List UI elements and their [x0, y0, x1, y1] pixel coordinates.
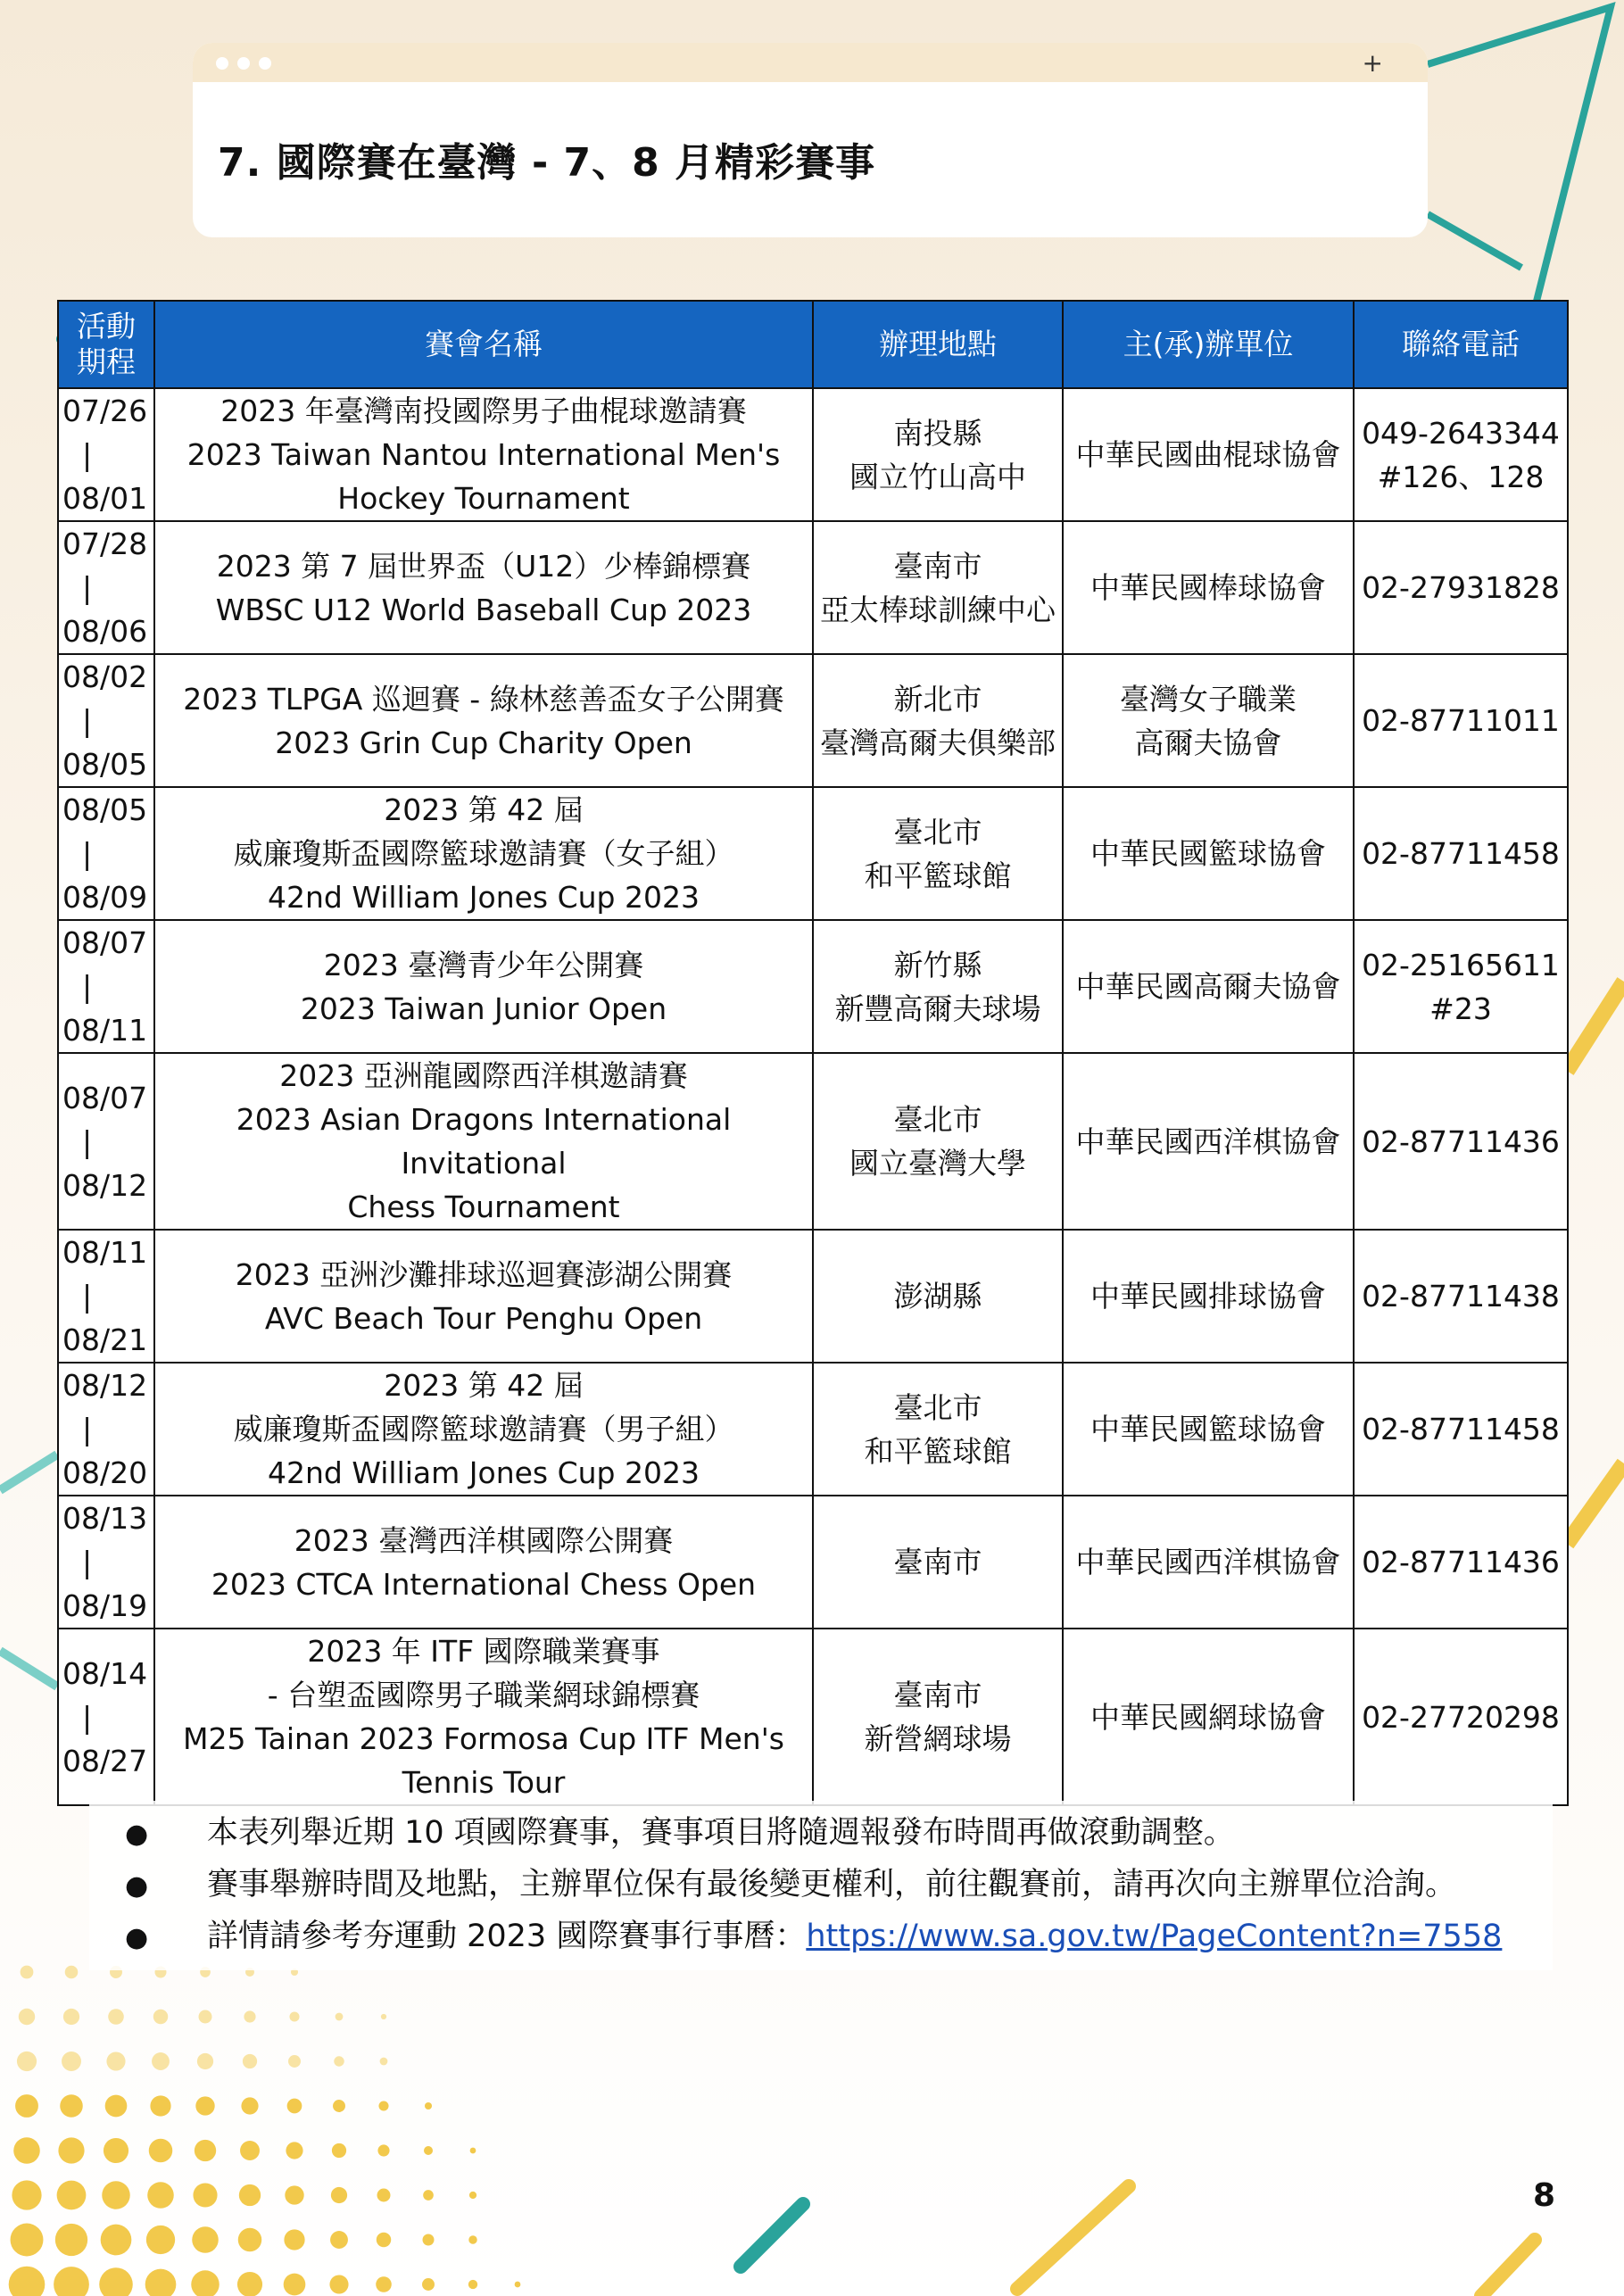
decorative-dot	[146, 2226, 175, 2254]
decorative-dot	[377, 2233, 391, 2247]
decorative-dot	[147, 2182, 174, 2209]
decorative-dot	[241, 2097, 258, 2114]
header-date-label: 活動期程	[77, 309, 136, 379]
cell-phone	[1354, 1230, 1568, 1363]
bullet-icon: ●	[125, 1922, 149, 1953]
event-name-line: 2023 第 7 屆世界盃（U12）少棒錦標賽	[216, 548, 751, 584]
phone-line: 02-87711011	[1362, 703, 1560, 738]
decorative-dot	[199, 2010, 212, 2024]
phone-line: 02-25165611	[1362, 947, 1560, 982]
event-name-line: 2023 年 ITF 國際職業賽事	[307, 1634, 660, 1669]
event-name-line: 2023 Taiwan Nantou International Men's	[186, 437, 781, 472]
window-dots	[216, 57, 271, 70]
cell-phone	[1354, 654, 1568, 787]
cell-date	[58, 920, 154, 1053]
table-row	[58, 787, 1568, 920]
date-start: 08/05	[62, 792, 148, 827]
date-separator: |	[82, 969, 93, 1004]
cell-phone	[1354, 388, 1568, 521]
decorative-dot	[284, 2274, 306, 2296]
cell-event-name	[154, 920, 813, 1053]
teal-swoosh-line	[0, 1651, 57, 1687]
event-name-line: 2023 CTCA International Chess Open	[211, 1566, 757, 1602]
cell-phone	[1354, 1496, 1568, 1629]
decorative-dot	[422, 2278, 435, 2291]
yellow-accent-line	[1567, 1463, 1624, 1544]
venue-line: 國立臺灣大學	[849, 1146, 1026, 1181]
table-row	[58, 388, 1568, 521]
teal-slash	[741, 2204, 803, 2267]
header-venue: 辦理地點	[813, 301, 1063, 388]
decorative-dot	[424, 2146, 433, 2155]
date-separator: |	[82, 1699, 93, 1735]
decorative-dot	[19, 2009, 35, 2025]
decorative-dot	[289, 2011, 299, 2021]
decorative-dot	[380, 2058, 388, 2066]
yellow-accent-line	[1567, 982, 1624, 1071]
yellow-slash	[1017, 2186, 1129, 2289]
date-separator: |	[82, 1123, 93, 1159]
decorative-dot	[423, 2234, 435, 2246]
decorative-dot	[191, 2270, 219, 2296]
decorative-dot	[57, 2181, 87, 2210]
decorative-dot	[469, 2192, 476, 2199]
cell-organizer	[1063, 787, 1354, 920]
venue-line: 澎湖縣	[893, 1279, 982, 1314]
cell-event-name	[154, 521, 813, 654]
decorative-dot	[153, 2010, 168, 2024]
venue-line: 國立竹山高中	[849, 459, 1026, 494]
date-start: 08/11	[62, 1235, 148, 1270]
organizer-line: 中華民國排球協會	[1090, 1279, 1326, 1314]
phone-line: #23	[1429, 991, 1492, 1026]
decorative-dot	[17, 2051, 37, 2071]
decorative-dot	[65, 1966, 79, 1979]
date-start: 08/07	[62, 925, 148, 960]
decorative-dot	[288, 2055, 301, 2068]
decorative-dot	[197, 2053, 213, 2069]
decorative-dot	[287, 2099, 302, 2114]
decorative-dot	[240, 2141, 260, 2160]
organizer-line: 中華民國籃球協會	[1090, 1412, 1326, 1446]
cell-event-name	[154, 1363, 813, 1496]
organizer-line: 中華民國網球協會	[1090, 1699, 1326, 1735]
event-name-line: 2023 亞洲沙灘排球巡迴賽澎湖公開賽	[235, 1256, 733, 1292]
date-start: 08/12	[62, 1368, 148, 1403]
table-body	[58, 388, 1568, 1805]
event-name-line: 威廉瓊斯盃國際籃球邀請賽（女子組）	[233, 836, 734, 871]
cell-event-name	[154, 1629, 813, 1805]
cell-date	[58, 1363, 154, 1496]
header-date	[58, 301, 154, 388]
decorative-dot	[150, 2095, 170, 2116]
phone-line: #126、128	[1377, 459, 1545, 494]
cell-date	[58, 388, 154, 521]
decorative-dot	[15, 2094, 38, 2118]
phone-line: 02-87711438	[1362, 1279, 1560, 1314]
date-end: 08/27	[62, 1743, 148, 1778]
date-start: 08/14	[62, 1655, 148, 1691]
decorative-dot	[239, 2184, 261, 2206]
decorative-dot	[285, 2185, 303, 2204]
cell-venue	[813, 787, 1063, 920]
venue-line: 臺灣高爾夫俱樂部	[820, 725, 1056, 760]
date-end: 08/20	[62, 1455, 148, 1490]
phone-line: 02-87711436	[1362, 1123, 1560, 1159]
date-start: 08/07	[62, 1080, 148, 1115]
venue-line: 臺北市	[893, 1389, 982, 1425]
decorative-dot	[238, 2228, 261, 2251]
page-number: 8	[1533, 2177, 1556, 2214]
cell-event-name	[154, 388, 813, 521]
calendar-link[interactable]: https://www.sa.gov.tw/PageContent?n=7558	[806, 1919, 1503, 1954]
decorative-dot	[333, 2100, 345, 2112]
decorative-dot	[470, 2148, 476, 2154]
cell-phone	[1354, 787, 1568, 920]
date-separator: |	[82, 1279, 93, 1314]
cell-date	[58, 1496, 154, 1629]
phone-line: 02-87711458	[1362, 1412, 1560, 1446]
header-organizer: 主(承)辦單位	[1063, 301, 1354, 388]
decorative-dot	[9, 2267, 46, 2296]
organizer-line: 高爾夫協會	[1134, 725, 1282, 760]
decorative-dot	[329, 2275, 348, 2293]
cell-phone	[1354, 1629, 1568, 1805]
date-end: 08/09	[62, 880, 148, 915]
decorative-dot	[376, 2276, 392, 2292]
date-end: 08/21	[62, 1322, 148, 1357]
plus-icon: +	[1362, 48, 1383, 78]
venue-line: 臺北市	[893, 814, 982, 850]
cell-date	[58, 654, 154, 787]
decorative-dot	[330, 2231, 348, 2249]
yellow-dot-pattern	[5, 1966, 521, 2296]
venue-line: 臺南市	[893, 1678, 982, 1712]
event-name-line: 2023 第 42 屆	[384, 792, 584, 827]
cell-event-name	[154, 1496, 813, 1629]
teal-swoosh-line	[0, 1455, 57, 1490]
event-name-line: 2023 亞洲龍國際西洋棋邀請賽	[279, 1058, 688, 1093]
date-end: 08/05	[62, 747, 148, 782]
notes-list	[89, 1801, 1553, 1970]
cell-phone	[1354, 1053, 1568, 1230]
date-separator: |	[82, 1545, 93, 1579]
cell-organizer	[1063, 1053, 1354, 1230]
decorative-dot	[193, 2183, 217, 2207]
cell-date	[58, 1629, 154, 1805]
date-separator: |	[82, 836, 93, 871]
venue-line: 新北市	[893, 681, 982, 717]
venue-line: 臺南市	[893, 548, 982, 584]
cell-venue	[813, 1629, 1063, 1805]
decorative-dot	[54, 2267, 89, 2296]
cell-organizer	[1063, 388, 1354, 521]
decorative-dot	[195, 2140, 216, 2161]
decorative-dot	[237, 2272, 262, 2296]
venue-line: 和平籃球館	[864, 1433, 1012, 1469]
cell-organizer	[1063, 1496, 1354, 1629]
decorative-dot	[244, 2010, 255, 2022]
cell-venue	[813, 1053, 1063, 1230]
date-end: 08/11	[62, 1013, 148, 1048]
decorative-dot	[101, 2225, 132, 2256]
decorative-dot	[55, 2224, 87, 2256]
table-row	[58, 1363, 1568, 1496]
cell-date	[58, 1053, 154, 1230]
cell-venue	[813, 1496, 1063, 1629]
decorative-dot	[149, 2139, 172, 2162]
table-row	[58, 1230, 1568, 1363]
decorative-dot	[11, 2224, 44, 2257]
event-name-line: M25 Tainan 2023 Formosa Cup ITF Men's	[183, 1721, 784, 1756]
date-end: 08/19	[62, 1588, 148, 1623]
decorative-dot	[63, 2009, 79, 2025]
date-separator: |	[82, 570, 93, 605]
event-name-line: 2023 臺灣西洋棋國際公開賽	[294, 1522, 674, 1558]
cell-venue	[813, 654, 1063, 787]
phone-line: 049-2643344	[1362, 415, 1560, 451]
decorative-dot	[515, 2282, 521, 2288]
decorative-dot	[331, 2187, 347, 2203]
note-text: 詳情請參考夯運動 2023 國際賽事行事曆：	[207, 1919, 807, 1954]
decorative-dot	[99, 2267, 133, 2296]
bullet-icon: ●	[125, 1870, 149, 1902]
window-bar	[193, 43, 1428, 82]
decorative-dot	[468, 2235, 476, 2243]
note-item	[107, 1860, 1535, 1911]
cell-venue	[813, 521, 1063, 654]
decorative-dot	[336, 2013, 344, 2021]
organizer-line: 中華民國高爾夫協會	[1075, 969, 1341, 1004]
event-name-line: - 台塑盃國際男子職業網球錦標賽	[267, 1678, 700, 1712]
table-row	[58, 1496, 1568, 1629]
section-title: 7. 國際賽在臺灣 - 7、8 月精彩賽事	[218, 140, 876, 186]
date-end: 08/06	[62, 614, 148, 649]
cell-organizer	[1063, 1230, 1354, 1363]
phone-line: 02-87711436	[1362, 1545, 1560, 1579]
table-row	[58, 654, 1568, 787]
yellow-slash	[1481, 2240, 1535, 2296]
organizer-line: 臺灣女子職業	[1120, 681, 1297, 717]
decorative-dot	[60, 2094, 83, 2118]
organizer-line: 中華民國西洋棋協會	[1075, 1123, 1341, 1159]
cell-organizer	[1063, 521, 1354, 654]
cell-phone	[1354, 920, 1568, 1053]
decorative-dot	[377, 2144, 389, 2156]
decorative-dot	[13, 2137, 40, 2164]
event-name-line: 2023 Grin Cup Charity Open	[275, 725, 692, 760]
event-name-line: WBSC U12 World Baseball Cup 2023	[215, 592, 752, 627]
decorative-dot	[62, 2051, 81, 2071]
events-table	[57, 300, 1569, 1806]
phone-line: 02-87711458	[1362, 836, 1560, 871]
event-name-line: Tennis Tour	[402, 1765, 566, 1800]
decorative-dot	[192, 2226, 219, 2253]
cell-venue	[813, 1230, 1063, 1363]
table-row	[58, 1629, 1568, 1805]
cell-phone	[1354, 1363, 1568, 1496]
cell-event-name	[154, 1053, 813, 1230]
cell-phone	[1354, 521, 1568, 654]
decorative-dot	[243, 2054, 257, 2068]
note-item	[107, 1808, 1535, 1860]
table-row	[58, 1053, 1568, 1230]
date-separator: |	[82, 703, 93, 738]
cell-venue	[813, 388, 1063, 521]
decorative-dot	[284, 2229, 304, 2250]
decorative-dot	[195, 2096, 214, 2115]
phone-line: 02-27931828	[1362, 570, 1560, 605]
cell-date	[58, 787, 154, 920]
venue-line: 臺北市	[893, 1102, 982, 1137]
phone-line: 02-27720298	[1362, 1699, 1560, 1735]
event-name-line: 2023 第 42 屆	[384, 1368, 584, 1403]
cell-organizer	[1063, 654, 1354, 787]
date-start: 07/28	[62, 526, 148, 561]
organizer-line: 中華民國曲棍球協會	[1075, 437, 1341, 472]
event-name-line: Hockey Tournament	[337, 481, 630, 516]
venue-line: 新豐高爾夫球場	[834, 991, 1041, 1026]
event-name-line: Chess Tournament	[347, 1189, 620, 1224]
date-start: 08/13	[62, 1501, 148, 1536]
decorative-dot	[12, 2180, 41, 2209]
event-name-line: 2023 Asian Dragons International Invitational	[236, 1102, 732, 1181]
event-name-line: AVC Beach Tour Penghu Open	[264, 1300, 703, 1336]
cell-organizer	[1063, 1629, 1354, 1805]
date-start: 08/02	[62, 659, 148, 694]
event-name-line: 42nd William Jones Cup 2023	[268, 880, 700, 915]
organizer-line: 中華民國棒球協會	[1090, 570, 1326, 605]
event-name-line: 2023 臺灣青少年公開賽	[323, 947, 644, 982]
decorative-dot	[334, 2056, 344, 2066]
decorative-dot	[108, 2009, 124, 2025]
venue-line: 臺南市	[893, 1545, 982, 1579]
section-header-card	[193, 43, 1428, 237]
table-row	[58, 521, 1568, 654]
event-name-line: 42nd William Jones Cup 2023	[268, 1455, 700, 1490]
venue-line: 新竹縣	[893, 947, 982, 982]
decorative-dot	[332, 2143, 346, 2158]
decorative-dot	[286, 2142, 302, 2159]
decorative-dot	[21, 1966, 34, 1979]
table-header-row	[58, 301, 1568, 388]
decorative-dot	[105, 2095, 128, 2118]
date-separator: |	[82, 437, 93, 472]
header-name: 賽會名稱	[154, 301, 813, 388]
note-text: 本表列舉近期 10 項國際賽事，賽事項目將隨週報發布時間再做滾動調整。	[207, 1815, 1235, 1851]
teal-triangle-line-lower	[1428, 214, 1521, 268]
note-item	[107, 1911, 1535, 1963]
date-end: 08/01	[62, 481, 148, 516]
cell-venue	[813, 1363, 1063, 1496]
cell-organizer	[1063, 920, 1354, 1053]
venue-line: 亞太棒球訓練中心	[820, 592, 1056, 627]
bullet-icon: ●	[125, 1819, 149, 1850]
note-text: 賽事舉辦時間及地點，主辦單位保有最後變更權利，前往觀賽前，請再次向主辦單位洽詢。	[207, 1867, 1457, 1902]
date-end: 08/12	[62, 1167, 148, 1203]
decorative-dot	[58, 2137, 84, 2163]
event-name-line: 2023 年臺灣南投國際男子曲棍球邀請賽	[220, 394, 747, 428]
cell-date	[58, 1230, 154, 1363]
decorative-dot	[423, 2190, 434, 2201]
decorative-dot	[468, 2280, 477, 2289]
decorative-dot	[381, 2014, 386, 2019]
date-start: 07/26	[62, 394, 148, 428]
decorative-dot	[106, 2051, 125, 2070]
cell-event-name	[154, 787, 813, 920]
table-row	[58, 920, 1568, 1053]
venue-line: 新營網球場	[864, 1721, 1012, 1756]
cell-date	[58, 521, 154, 654]
event-name-line: 威廉瓊斯盃國際籃球邀請賽（男子組）	[233, 1412, 734, 1446]
venue-line: 和平籃球館	[864, 858, 1012, 893]
organizer-line: 中華民國西洋棋協會	[1075, 1545, 1341, 1579]
decorative-dot	[102, 2181, 129, 2209]
event-name-line: 2023 TLPGA 巡迴賽 - 綠林慈善盃女子公開賽	[183, 681, 784, 717]
organizer-line: 中華民國籃球協會	[1090, 836, 1326, 871]
decorative-dot	[152, 2052, 170, 2070]
venue-line: 南投縣	[893, 415, 982, 451]
cell-organizer	[1063, 1363, 1354, 1496]
cell-venue	[813, 920, 1063, 1053]
event-name-line: 2023 Taiwan Junior Open	[300, 991, 667, 1026]
decorative-dot	[104, 2138, 128, 2163]
decorative-dot	[145, 2269, 177, 2296]
date-separator: |	[82, 1412, 93, 1446]
cell-event-name	[154, 1230, 813, 1363]
decorative-dot	[377, 2189, 391, 2202]
header-phone: 聯絡電話	[1354, 301, 1568, 388]
decorative-dot	[425, 2102, 432, 2110]
decorative-dot	[378, 2101, 388, 2110]
cell-event-name	[154, 654, 813, 787]
